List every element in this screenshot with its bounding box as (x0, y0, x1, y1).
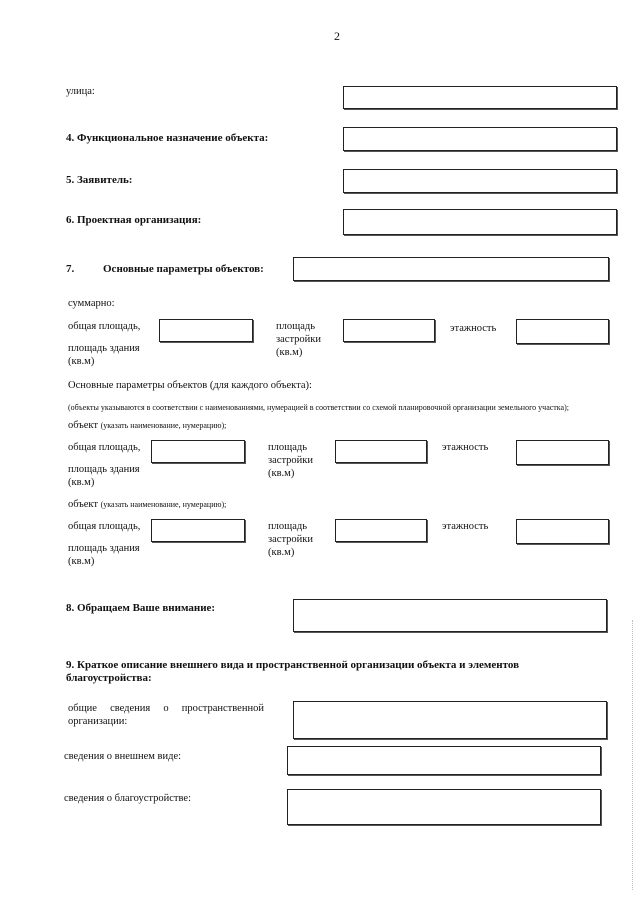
object2-built-line1: площадь (268, 521, 307, 532)
description-heading-line2: благоустройства: (66, 672, 152, 684)
description-heading-line1: 9. Краткое описание внешнего вида и пространственной организации объекта и элементов (66, 659, 520, 671)
object1-label (68, 420, 226, 432)
summary-built-field[interactable] (343, 319, 435, 342)
object1-built-line2: застройки (268, 455, 314, 466)
attention-label: 8. Обращаем Ваше внимание: (66, 602, 216, 614)
object1-area-line1: общая площадь, (68, 442, 141, 453)
object1-built-field[interactable] (335, 440, 427, 463)
object1-built-line3: (кв.м) (268, 468, 295, 479)
object1-area-line3: (кв.м) (68, 477, 95, 488)
street-label: улица: (66, 86, 95, 97)
landscaping-label: сведения о благоустройстве: (64, 793, 191, 804)
applicant-field[interactable] (343, 169, 617, 193)
summary-area-line3: (кв.м) (68, 356, 95, 367)
object1-label-hint: (указать наименование, нумерацию); (100, 421, 227, 430)
object2-area-line1: общая площадь, (68, 521, 141, 532)
params-number: 7. (66, 263, 75, 275)
object2-built-line2: застройки (268, 534, 314, 545)
object2-built-field[interactable] (335, 519, 427, 542)
design-org-field[interactable] (343, 209, 617, 235)
object1-area-field[interactable] (151, 440, 245, 463)
purpose-label: 4. Функциональное назначение объекта: (66, 132, 269, 144)
object1-area-line2: площадь здания (68, 464, 140, 475)
summary-label: суммарно: (68, 298, 115, 309)
purpose-field[interactable] (343, 127, 617, 151)
general-info-line1: общие сведения о пространственной (68, 703, 264, 714)
object2-floors-label: этажность (442, 521, 489, 532)
general-info-field[interactable] (293, 701, 607, 739)
params-label: Основные параметры объектов: (103, 263, 264, 275)
attention-field[interactable] (293, 599, 607, 632)
appearance-field[interactable] (287, 746, 601, 775)
summary-floors-label: этажность (450, 323, 497, 334)
object2-label (68, 499, 226, 511)
object1-built-line1: площадь (268, 442, 307, 453)
page-number: 2 (334, 29, 340, 43)
summary-built-line2: застройки (276, 334, 322, 345)
object1-floors-field[interactable] (516, 440, 609, 465)
object2-label-hint: (указать наименование, нумерацию); (100, 500, 227, 509)
appearance-label: сведения о внешнем виде: (64, 751, 182, 762)
object1-floors-label: этажность (442, 442, 489, 453)
params-field[interactable] (293, 257, 609, 281)
summary-area-line2: площадь здания (68, 343, 140, 354)
page-edge-artifact (632, 620, 634, 890)
object1-label-main: объект (68, 420, 98, 431)
object2-floors-field[interactable] (516, 519, 609, 544)
object2-built-line3: (кв.м) (268, 547, 295, 558)
object2-area-line2: площадь здания (68, 543, 140, 554)
summary-floors-field[interactable] (516, 319, 609, 344)
general-info-line2: организации: (68, 716, 128, 727)
each-object-note: (объекты указываются в соответствии с наименованиями, нумерацией в соответствии со схемой планировочной организации земельного участка); (68, 403, 569, 412)
summary-built-line1: площадь (276, 321, 315, 332)
summary-area-field[interactable] (159, 319, 253, 342)
street-field[interactable] (343, 86, 617, 109)
summary-area-line1: общая площадь, (68, 321, 141, 332)
summary-built-line3: (кв.м) (276, 347, 303, 358)
object2-label-main: объект (68, 499, 98, 510)
object2-area-line3: (кв.м) (68, 556, 95, 567)
object2-area-field[interactable] (151, 519, 245, 542)
landscaping-field[interactable] (287, 789, 601, 825)
design-org-label: 6. Проектная организация: (66, 214, 202, 226)
each-object-title: Основные параметры объектов (для каждого объекта): (68, 380, 312, 391)
applicant-label: 5. Заявитель: (66, 174, 133, 186)
